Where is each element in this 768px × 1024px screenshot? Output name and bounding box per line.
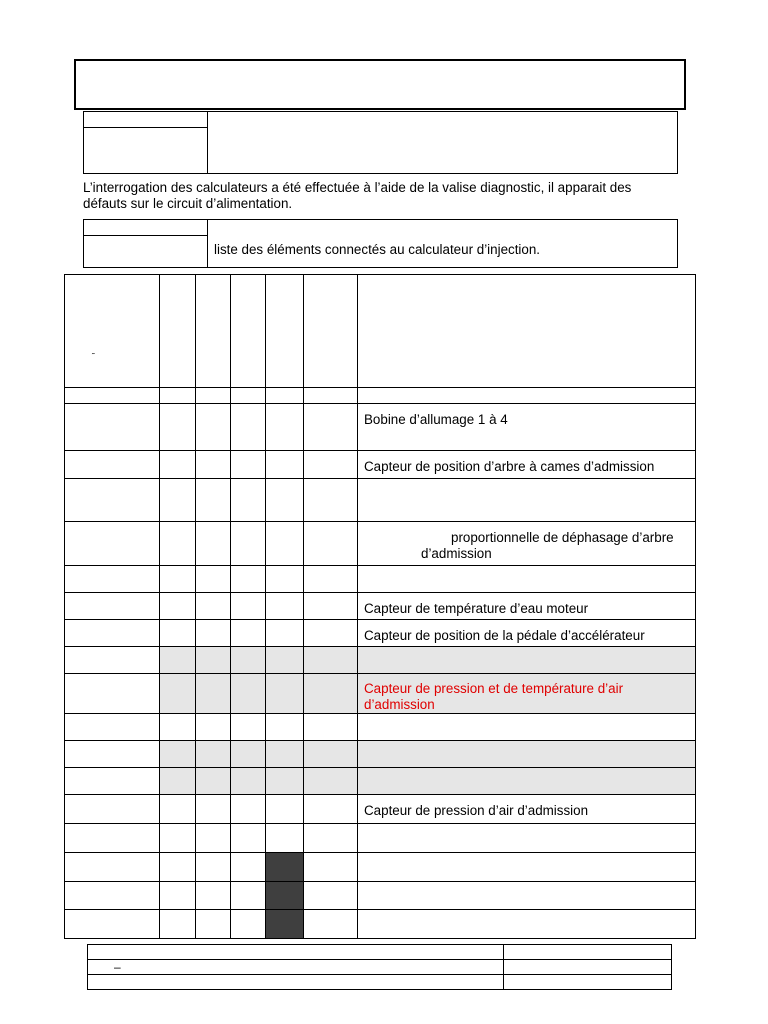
row-cell: [304, 404, 358, 451]
table-row: [65, 882, 696, 910]
table-row: [65, 714, 696, 741]
row-cell: [196, 674, 231, 714]
row-description: [358, 824, 696, 853]
row-description: [358, 647, 696, 674]
row-cell: [160, 853, 196, 882]
row-description: [358, 479, 696, 522]
list-box-label-bottom: [84, 236, 208, 267]
row-cell: [196, 593, 231, 620]
row-cell: [196, 882, 231, 910]
row-cell: [231, 674, 266, 714]
row-cell: [196, 824, 231, 853]
footer-row: [88, 975, 672, 990]
row-cell: [231, 388, 266, 404]
row-description: [358, 522, 696, 566]
row-cell: [231, 566, 266, 593]
row-cell: [196, 522, 231, 566]
table-row: [65, 674, 696, 714]
row-cell: [65, 479, 160, 522]
row-cell: [196, 566, 231, 593]
table-header-cell: [196, 275, 231, 388]
row-cell: [304, 647, 358, 674]
list-box: [83, 219, 678, 268]
table-row: [65, 593, 696, 620]
row-cell: [304, 674, 358, 714]
row-cell: [231, 593, 266, 620]
row-cell: [231, 479, 266, 522]
row-cell: [65, 674, 160, 714]
table-header-row: [65, 275, 696, 388]
row-cell: [266, 714, 304, 741]
table-row: [65, 388, 696, 404]
row-cell: [304, 620, 358, 647]
row-cell: [304, 593, 358, 620]
table-row: [65, 522, 696, 566]
row-cell: [266, 620, 304, 647]
row-cell: [196, 451, 231, 479]
row-cell: [65, 910, 160, 939]
row-description: Capteur de température d’eau moteur: [358, 593, 696, 620]
table-row: [65, 404, 696, 451]
row-cell: [65, 620, 160, 647]
row-cell: [231, 714, 266, 741]
row-cell: [266, 768, 304, 795]
header-mark: ˜: [92, 352, 95, 361]
row-cell: [304, 910, 358, 939]
row-cell: [160, 522, 196, 566]
row-cell: [160, 566, 196, 593]
row-cell: [65, 795, 160, 824]
row-description-line-2: d’admission: [421, 546, 492, 561]
title-box: [74, 59, 686, 110]
row-cell: [196, 910, 231, 939]
row-cell: [266, 566, 304, 593]
row-cell: [160, 620, 196, 647]
row-cell: [266, 647, 304, 674]
row-description-line-1: proportionnelle de déphasage d’arbre: [451, 530, 674, 545]
footer-cell: [504, 945, 672, 960]
row-cell: [65, 714, 160, 741]
row-description: Bobine d’allumage 1 à 4: [358, 404, 696, 451]
row-cell: [65, 882, 160, 910]
row-cell: [65, 824, 160, 853]
intro-line-2: défauts sur le circuit d’alimentation.: [83, 196, 293, 211]
row-cell: [160, 741, 196, 768]
footer-cell: [88, 945, 504, 960]
row-description: Capteur de position d’arbre à cames d’admission: [358, 451, 696, 479]
table-row: [65, 479, 696, 522]
row-cell: [231, 910, 266, 939]
table-row: [65, 824, 696, 853]
row-cell: [266, 593, 304, 620]
row-cell: [266, 910, 304, 939]
footer-cell: [88, 975, 504, 990]
table-row: [65, 795, 696, 824]
row-cell: [160, 714, 196, 741]
row-cell: [231, 522, 266, 566]
row-description: [358, 910, 696, 939]
footer-table: [87, 944, 672, 990]
row-cell: [65, 388, 160, 404]
row-cell: [196, 647, 231, 674]
row-cell: [266, 795, 304, 824]
list-box-label-top: [84, 220, 208, 236]
row-description: [358, 741, 696, 768]
table-header-cell: [65, 275, 160, 388]
table-header-cell: [358, 275, 696, 388]
row-cell: [304, 795, 358, 824]
intro-line-1: L’interrogation des calculateurs a été effectuée à l’aide de la valise diagnostic, il apparait des: [83, 180, 632, 195]
row-cell: [160, 674, 196, 714]
header-info-box: [83, 111, 678, 174]
row-cell: [160, 647, 196, 674]
header-info-label-bottom: [84, 128, 208, 173]
footer-cell: [504, 960, 672, 975]
row-description: [358, 714, 696, 741]
row-cell: [266, 741, 304, 768]
row-cell: [266, 882, 304, 910]
row-cell: [231, 451, 266, 479]
row-cell: [196, 795, 231, 824]
row-cell: [160, 404, 196, 451]
row-cell: [231, 768, 266, 795]
row-cell: [231, 620, 266, 647]
row-cell: [160, 479, 196, 522]
row-description: [358, 566, 696, 593]
list-box-text: liste des éléments connectés au calculateur d’injection.: [214, 242, 541, 257]
row-cell: [231, 824, 266, 853]
row-cell: [196, 388, 231, 404]
row-cell: [266, 479, 304, 522]
row-cell: [304, 479, 358, 522]
row-cell: [231, 404, 266, 451]
row-cell: [196, 714, 231, 741]
table-row: [65, 451, 696, 479]
row-cell: [266, 388, 304, 404]
footer-cell: [504, 975, 672, 990]
row-cell: [65, 522, 160, 566]
table-header-cell: [160, 275, 196, 388]
table-header-cell: [304, 275, 358, 388]
row-cell: [231, 882, 266, 910]
row-cell: [196, 741, 231, 768]
row-description: [358, 768, 696, 795]
row-cell: [304, 768, 358, 795]
table-row: [65, 910, 696, 939]
row-cell: [65, 647, 160, 674]
row-cell: [65, 853, 160, 882]
row-cell: [65, 593, 160, 620]
intro-paragraph: [83, 180, 683, 212]
row-cell: [231, 795, 266, 824]
row-cell: [160, 910, 196, 939]
row-cell: [196, 620, 231, 647]
row-cell: [304, 714, 358, 741]
row-cell: [266, 674, 304, 714]
row-cell: [65, 404, 160, 451]
row-cell: [160, 451, 196, 479]
elements-table: [64, 274, 696, 939]
row-cell: [266, 451, 304, 479]
row-cell: [160, 882, 196, 910]
row-cell: [65, 768, 160, 795]
row-cell: [266, 853, 304, 882]
row-cell: [266, 404, 304, 451]
row-description: Capteur de pression et de température d’air d’admission: [358, 674, 696, 714]
row-cell: [196, 479, 231, 522]
row-cell: [160, 795, 196, 824]
row-cell: [304, 451, 358, 479]
row-cell: [160, 824, 196, 853]
row-cell: [196, 404, 231, 451]
footer-dash: –: [88, 960, 504, 975]
table-header-cell: [231, 275, 266, 388]
footer-row: [88, 960, 672, 975]
row-cell: [160, 768, 196, 795]
row-description: [358, 853, 696, 882]
header-info-label-top: [84, 112, 208, 128]
row-description: [358, 882, 696, 910]
row-cell: [160, 593, 196, 620]
row-description: Capteur de pression d’air d’admission: [358, 795, 696, 824]
table-row: [65, 741, 696, 768]
row-cell: [231, 647, 266, 674]
row-cell: [304, 522, 358, 566]
table-row: [65, 566, 696, 593]
row-description: [358, 388, 696, 404]
row-cell: [65, 451, 160, 479]
row-cell: [65, 566, 160, 593]
row-cell: [304, 853, 358, 882]
table-row: [65, 647, 696, 674]
row-cell: [231, 853, 266, 882]
row-cell: [266, 522, 304, 566]
row-cell: [266, 824, 304, 853]
row-cell: [304, 824, 358, 853]
row-cell: [160, 388, 196, 404]
row-cell: [304, 388, 358, 404]
row-description: Capteur de position de la pédale d’accélérateur: [358, 620, 696, 647]
table-header-cell: [266, 275, 304, 388]
row-cell: [304, 566, 358, 593]
table-row: [65, 620, 696, 647]
table-row: [65, 853, 696, 882]
row-cell: [65, 741, 160, 768]
row-cell: [196, 768, 231, 795]
row-cell: [304, 882, 358, 910]
row-cell: [196, 853, 231, 882]
row-cell: [304, 741, 358, 768]
table-row: [65, 768, 696, 795]
row-cell: [231, 741, 266, 768]
footer-row: [88, 945, 672, 960]
